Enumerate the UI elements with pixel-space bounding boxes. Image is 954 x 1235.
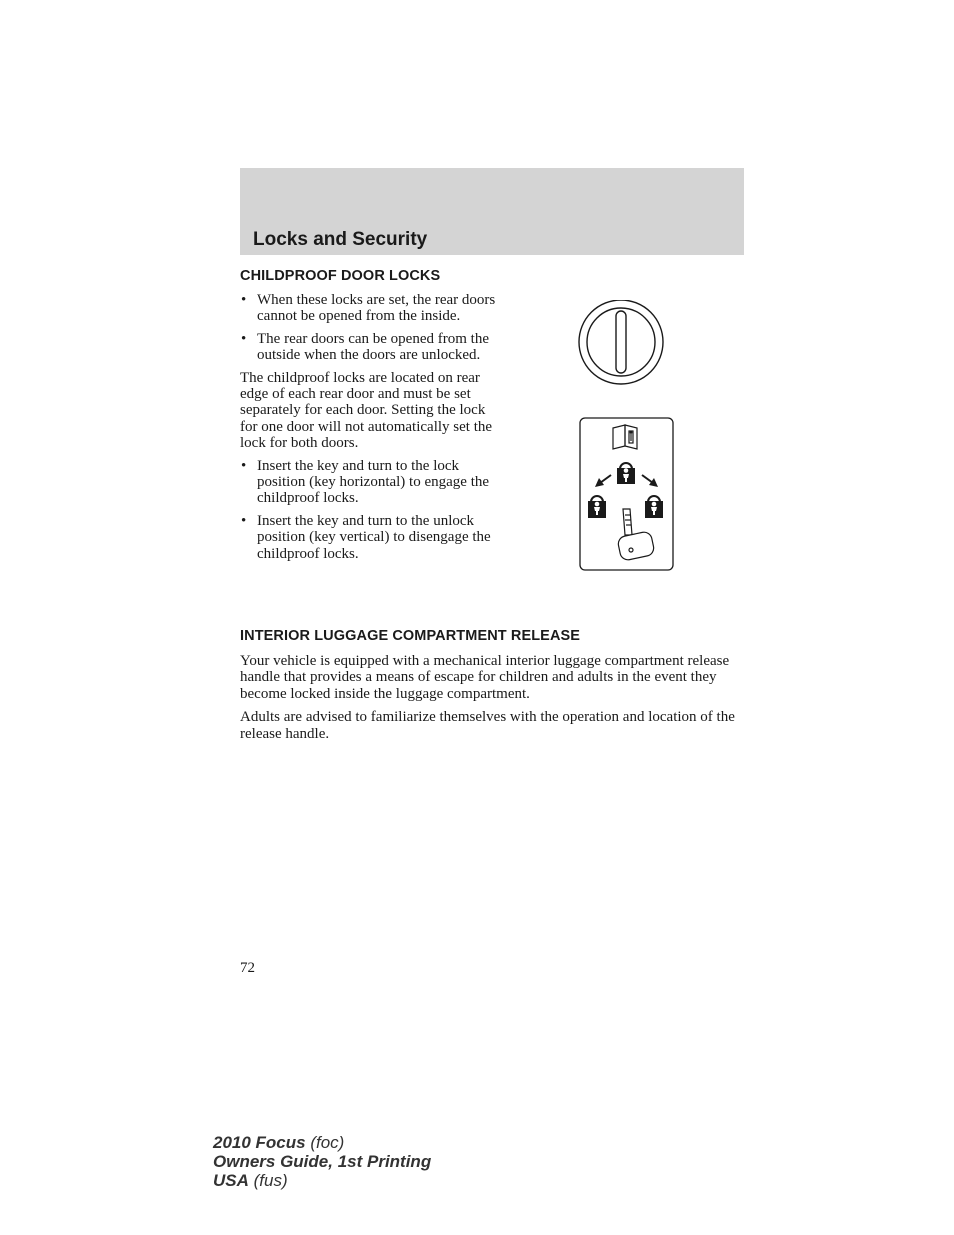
- luggage-release-text: [240, 653, 745, 749]
- section-header-band: [240, 168, 744, 255]
- footer-line-guide: [213, 1152, 431, 1171]
- luggage-paragraph: Adults are advised to familiarize themselves with the operation and location of the release handle.: [240, 709, 735, 742]
- lock-cylinder-illustration: [578, 300, 666, 386]
- section-title: Locks and Security: [253, 229, 428, 250]
- footer-line-model: [213, 1133, 431, 1152]
- footer-model: 2010 Focus: [213, 1133, 306, 1152]
- childproof-paragraph: The childproof locks are located on rear edge of each rear door and must be set separately for each door. Setting the lock for one door will not automatically set the lock for both doors.: [240, 369, 493, 452]
- key-slot-icon: [616, 311, 626, 373]
- heading-childproof-door-locks: CHILDPROOF DOOR LOCKS: [240, 268, 441, 284]
- heading-interior-luggage-release: INTERIOR LUGGAGE COMPARTMENT RELEASE: [240, 628, 581, 644]
- footer-line-region: [213, 1171, 431, 1190]
- list-item: • When these locks are set, the rear doors cannot be opened from the inside.: [240, 292, 496, 325]
- footer-region: USA: [213, 1171, 249, 1190]
- footer-region-code: (fus): [248, 1171, 288, 1190]
- list-item: • The rear doors can be opened from the outside when the doors are unlocked.: [240, 331, 496, 364]
- bullet-list-b: [240, 458, 496, 562]
- childproof-lock-label-illustration: [579, 417, 674, 572]
- luggage-paragraph: Your vehicle is equipped with a mechanical interior luggage compartment release handle that provides a means of escape for children and adults in the event they become locked inside the luggage compartment.: [240, 653, 730, 702]
- footer-model-code: (foc): [305, 1133, 345, 1152]
- list-item: • Insert the key and turn to the unlock position (key vertical) to disengage the childproof locks.: [240, 513, 496, 562]
- page-number: 72: [240, 960, 255, 976]
- document-footer: [213, 1133, 431, 1190]
- childproof-text-column: [240, 292, 496, 568]
- list-item: • Insert the key and turn to the lock position (key horizontal) to engage the childproof locks.: [240, 458, 496, 507]
- bullet-list-a: [240, 292, 496, 364]
- footer-guide: Owners Guide, 1st Printing: [213, 1152, 432, 1171]
